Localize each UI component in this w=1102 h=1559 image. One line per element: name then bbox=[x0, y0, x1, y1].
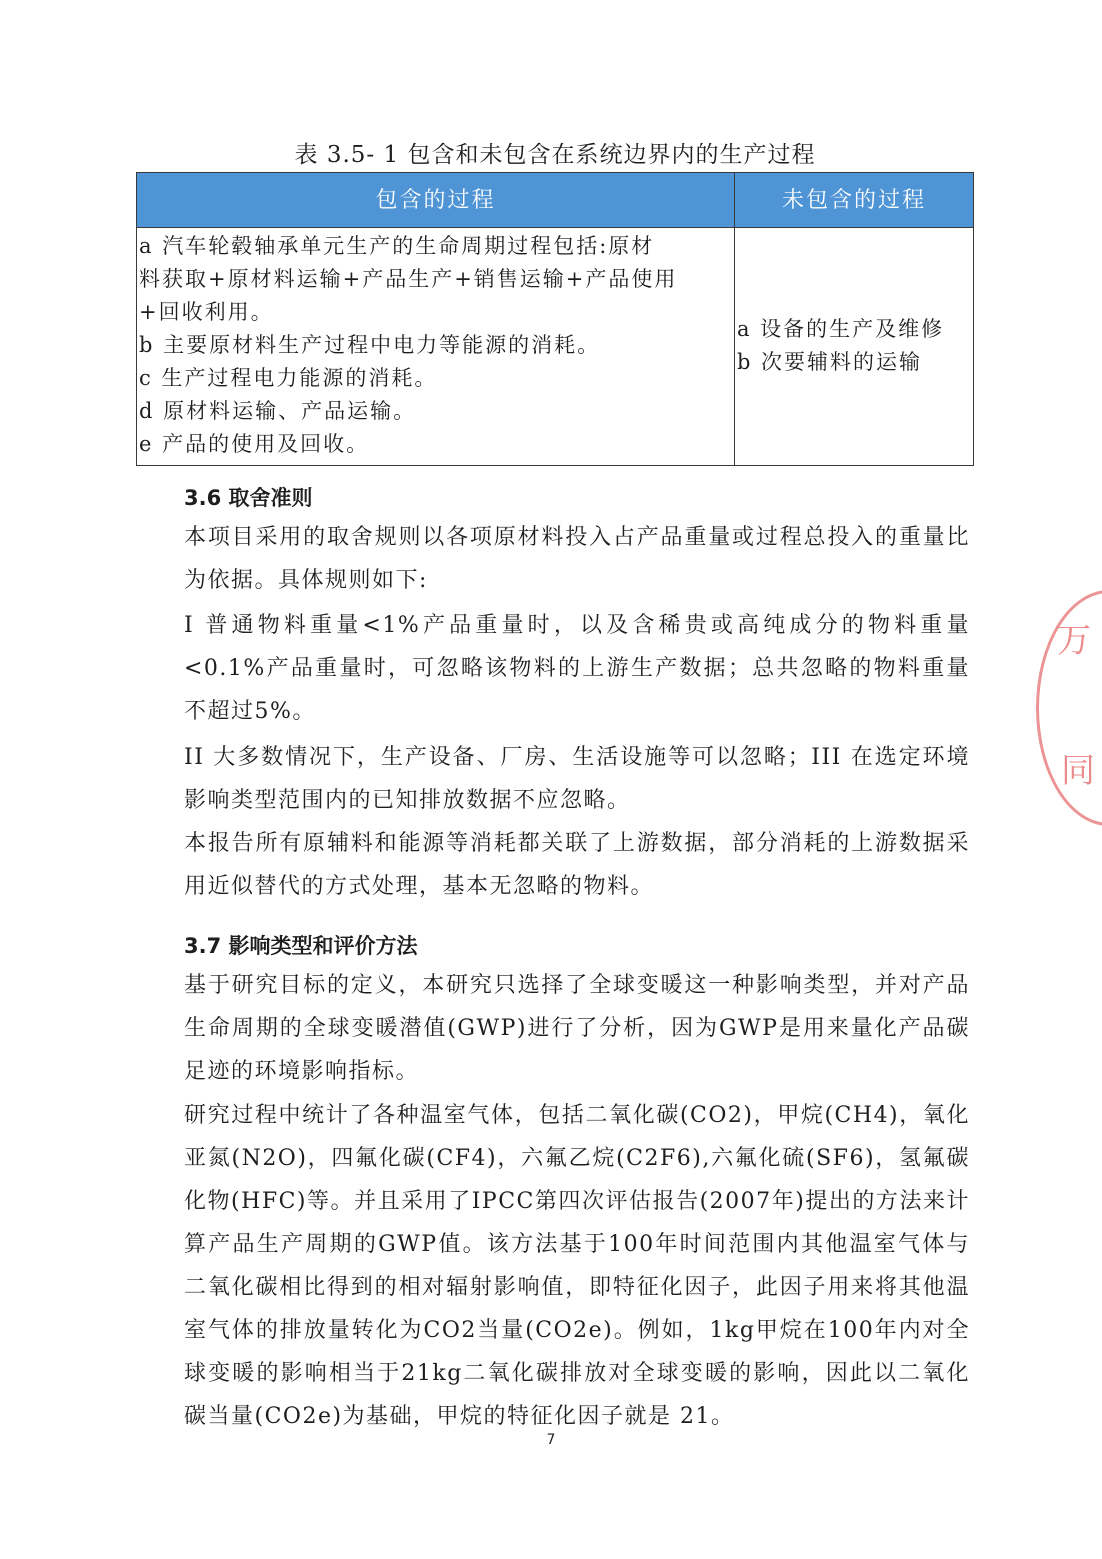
paragraph bbox=[138, 964, 970, 1093]
header-excluded: 未包含的过程 bbox=[734, 173, 973, 228]
page-number: 7 bbox=[546, 1432, 556, 1448]
included-line: c 生产过程电力能源的消耗。 bbox=[139, 366, 438, 390]
paragraph bbox=[138, 822, 970, 908]
red-seal-stamp bbox=[1036, 590, 1102, 826]
paragraph bbox=[138, 604, 970, 733]
paragraph bbox=[138, 1094, 970, 1438]
table-caption: 表 3.5- 1 包含和未包含在系统边界内的生产过程 bbox=[294, 142, 816, 168]
included-line: +回收利用。 bbox=[139, 300, 274, 324]
stamp-char: 同 bbox=[1061, 751, 1095, 791]
section-heading-3-7: 3.7 影响类型和评价方法 bbox=[184, 934, 418, 958]
included-line: b 主要原材料生产过程中电力等能源的消耗。 bbox=[139, 333, 601, 357]
paragraph-text: 研究过程中统计了各种温室气体，包括二氧化碳(CO2)，甲烷(CH4)，氧化亚氮(N2O)，四氟化碳(CF4)，六氟乙烷(C2F6),六氟化硫(SF6)，氢氟碳化物(HFC)等。并且采用了IPCC第四次评估报告(2007年)提出的方法来计算产品生产周期的GWP值。该方法基于100年时间范围内其他温室气体与二氧化碳相比得到的相对辐射影响值，即特征化因子，此因子用来将其他温室气体的排放量转化为CO2当量(CO2e)。例如，1kg甲烷在100年内对全球变暖的影响相当于21kg二氧化碳排放对全球变暖的影响，因此以二氧化碳当量(CO2e)为基础，甲烷的特征化因子就是 21。 bbox=[184, 1103, 970, 1429]
paragraph bbox=[138, 736, 970, 822]
excluded-line: b 次要辅料的运输 bbox=[736, 349, 923, 374]
paragraph-text: I 普通物料重量<1%产品重量时，以及含稀贵或高纯成分的物料重量<0.1%产品重量时，可忽略该物料的上游生产数据；总共忽略的物料重量不超过5%。 bbox=[184, 613, 970, 724]
stamp-char: 万 bbox=[1057, 621, 1091, 661]
header-included: 包含的过程 bbox=[137, 173, 735, 228]
included-cell bbox=[137, 228, 735, 466]
table-header-row bbox=[137, 173, 974, 228]
paragraph-text: 基于研究目标的定义，本研究只选择了全球变暖这一种影响类型，并对产品生命周期的全球变暖潜值(GWP)进行了分析，因为GWP是用来量化产品碳足迹的环境影响指标。 bbox=[184, 973, 970, 1084]
section-heading-3-6: 3.6 取舍准则 bbox=[184, 486, 313, 510]
excluded-line: a 设备的生产及维修 bbox=[736, 316, 945, 341]
paragraph-text: 本项目采用的取舍规则以各项原材料投入占产品重量或过程总投入的重量比为依据。具体规则如下: bbox=[184, 525, 970, 593]
paragraph-text: 本报告所有原辅料和能源等消耗都关联了上游数据，部分消耗的上游数据采用近似替代的方式处理，基本无忽略的物料。 bbox=[184, 831, 970, 899]
included-line: e 产品的使用及回收。 bbox=[139, 432, 370, 456]
table-body-row bbox=[137, 228, 974, 466]
included-line: a 汽车轮毂轴承单元生产的生命周期过程包括:原材 bbox=[139, 234, 655, 258]
included-line: d 原材料运输、产品运输。 bbox=[139, 399, 417, 423]
excluded-cell bbox=[734, 228, 973, 466]
system-boundary-table bbox=[136, 172, 974, 466]
paragraph bbox=[138, 516, 970, 602]
paragraph-text: II 大多数情况下，生产设备、厂房、生活设施等可以忽略；III 在选定环境影响类型范围内的已知排放数据不应忽略。 bbox=[184, 745, 970, 813]
included-line: 料获取+原材料运输+产品生产+销售运输+产品使用 bbox=[139, 267, 678, 291]
